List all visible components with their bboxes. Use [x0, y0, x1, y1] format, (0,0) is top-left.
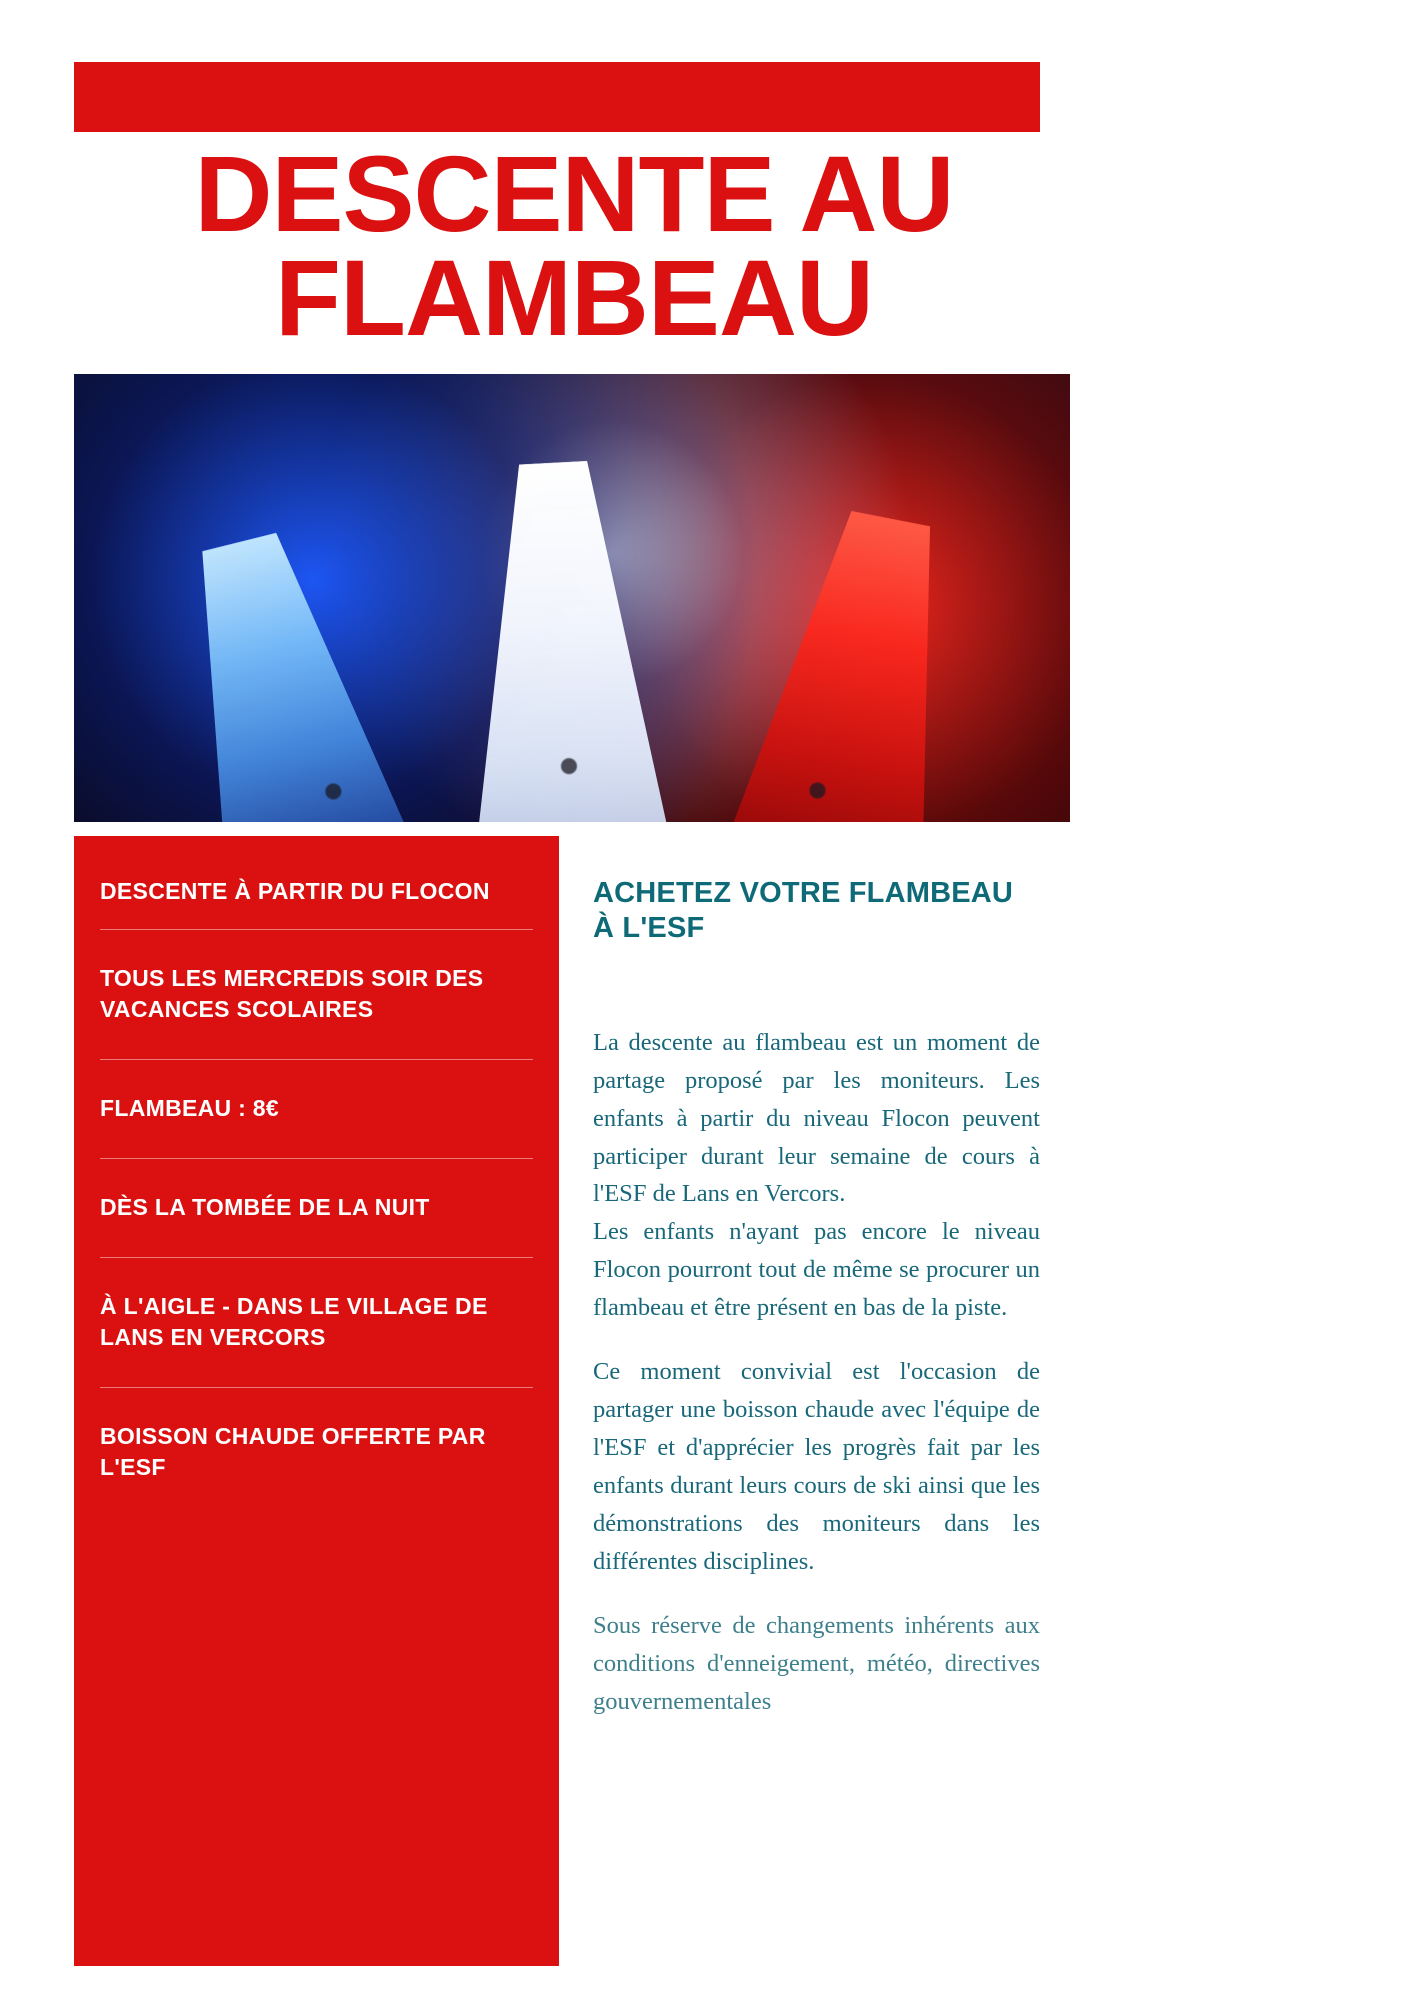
content-area: [74, 836, 1074, 1966]
fact-item-time: DÈS LA TOMBÉE DE LA NUIT: [74, 1158, 559, 1257]
paragraph-2: Les enfants n'ayant pas encore le niveau Flocon pourront tout de même se procurer un flambeau et être présent en bas de la piste.: [593, 1218, 1040, 1322]
fact-item-schedule: TOUS LES MERCREDIS SOIR DES VACANCES SCOLAIRES: [74, 929, 559, 1059]
fact-item-location: À L'AIGLE - DANS LE VILLAGE DE LANS EN VERCORS: [74, 1257, 559, 1387]
title-line-1: DESCENTE AU: [194, 133, 954, 254]
facts-panel: [74, 836, 559, 1966]
top-red-bar: [74, 62, 1040, 132]
paragraph-4-disclaimer: Sous réserve de changements inhérents aux conditions d'enneigement, météo, directives gouvernementales: [593, 1612, 1040, 1716]
title-line-2: FLAMBEAU: [275, 236, 873, 358]
torch-red-dot: [808, 781, 827, 800]
description-heading: ACHETEZ VOTRE FLAMBEAU À L'ESF: [593, 877, 1014, 944]
torch-white-dot: [561, 758, 578, 775]
paragraph-3: Ce moment convivial est l'occasion de partager une boisson chaude avec l'équipe de l'ESF et d'apprécier les progrès fait par les enfants durant leurs cours de ski ainsi que les démonstrations des moniteurs dans les différentes disciplines.: [593, 1358, 1040, 1576]
fact-item-level: DESCENTE À PARTIR DU FLOCON: [100, 878, 490, 904]
paragraph-1: La descente au flambeau est un moment de partage proposé par les moniteurs. Les enfants à partir du niveau Flocon peuvent participer durant leur semaine de cours à l'ESF de Lans en Vercors.: [593, 1028, 1040, 1208]
hero-image-torches: [74, 374, 1070, 822]
fact-item-price: FLAMBEAU : 8€: [74, 1059, 559, 1158]
description-panel: [559, 836, 1074, 1966]
description-body: [593, 1024, 1040, 1721]
page-title: [74, 133, 1074, 358]
fact-item-drink: BOISSON CHAUDE OFFERTE PAR L'ESF: [74, 1387, 559, 1517]
torch-blue-dot: [324, 782, 343, 801]
